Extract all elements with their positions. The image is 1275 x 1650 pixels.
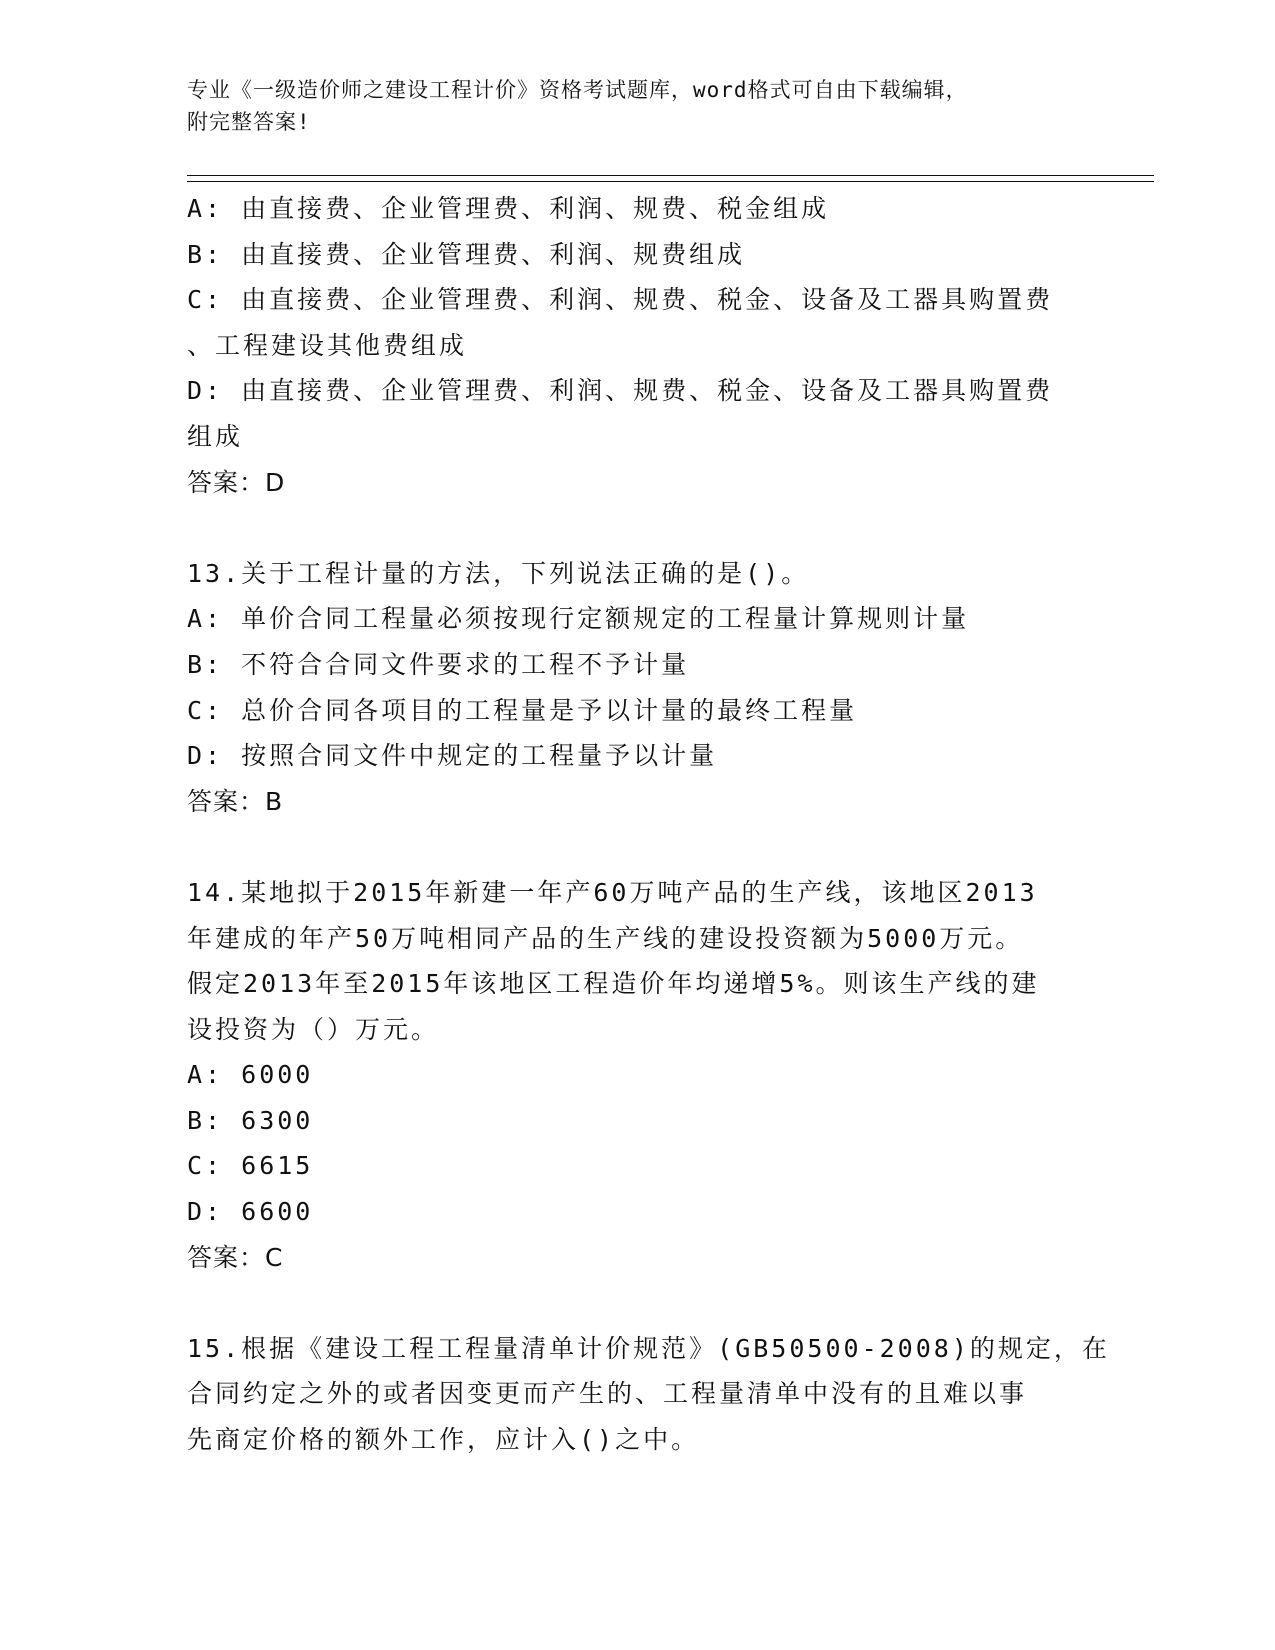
option-b: B: 6300	[187, 1105, 314, 1135]
question-content	[187, 186, 1110, 1463]
option-c-continued: 、工程建设其他费组成	[187, 330, 468, 360]
question-stem-line-1: 14.某地拟于2015年新建一年产60万吨产品的生产线，该地区2013	[187, 877, 1038, 907]
option-b: B: 不符合合同文件要求的工程不予计量	[187, 649, 690, 679]
answer-label: 答案：C	[187, 1242, 284, 1272]
question-stem: 13.关于工程计量的方法，下列说法正确的是()。	[187, 558, 810, 588]
header-line-1: 专业《一级造价师之建设工程计价》资格考试题库，word格式可自由下载编辑，	[187, 78, 968, 102]
question-spacer	[187, 824, 1087, 870]
question-12-options	[187, 186, 1087, 505]
header-divider-bottom	[187, 181, 1154, 182]
option-c: C: 由直接费、企业管理费、利润、规费、税金、设备及工器具购置费	[187, 285, 1054, 315]
header-divider-top	[187, 175, 1154, 176]
question-13	[187, 551, 1087, 825]
option-b: B: 由直接费、企业管理费、利润、规费组成	[187, 239, 746, 269]
option-a: A: 6000	[187, 1060, 314, 1090]
question-spacer	[187, 1280, 1087, 1326]
question-stem-line-2: 合同约定之外的或者因变更而产生的、工程量清单中没有的且难以事	[187, 1379, 1028, 1409]
option-d: D: 按照合同文件中规定的工程量予以计量	[187, 741, 718, 771]
option-d: D: 6600	[187, 1197, 314, 1227]
question-spacer	[187, 505, 1087, 551]
question-stem-line-3: 先商定价格的额外工作，应计入()之中。	[187, 1425, 700, 1455]
header-line-2: 附完整答案!	[187, 110, 311, 134]
option-c: C: 6615	[187, 1151, 314, 1181]
document-header	[187, 74, 1087, 138]
option-a: A: 单价合同工程量必须按现行定额规定的工程量计算规则计量	[187, 604, 970, 634]
question-stem-line-1: 15.根据《建设工程工程量清单计价规范》(GB50500-2008)的规定，在	[187, 1333, 1110, 1363]
option-a: A: 由直接费、企业管理费、利润、规费、税金组成	[187, 194, 830, 223]
question-15	[187, 1326, 1110, 1463]
question-stem-line-3: 假定2013年至2015年该地区工程造价年均递增5%。则该生产线的建	[187, 969, 1040, 999]
question-14	[187, 870, 1087, 1280]
question-stem-line-2: 年建成的年产50万吨相同产品的生产线的建设投资额为5000万元。	[187, 923, 1024, 953]
answer-label: 答案：D	[187, 467, 286, 497]
option-d-continued: 组成	[187, 421, 244, 451]
answer-label: 答案：B	[187, 786, 284, 816]
question-stem-line-4: 设投资为（）万元。	[187, 1014, 440, 1044]
option-c: C: 总价合同各项目的工程量是予以计量的最终工程量	[187, 695, 858, 725]
option-d: D: 由直接费、企业管理费、利润、规费、税金、设备及工器具购置费	[187, 376, 1054, 406]
